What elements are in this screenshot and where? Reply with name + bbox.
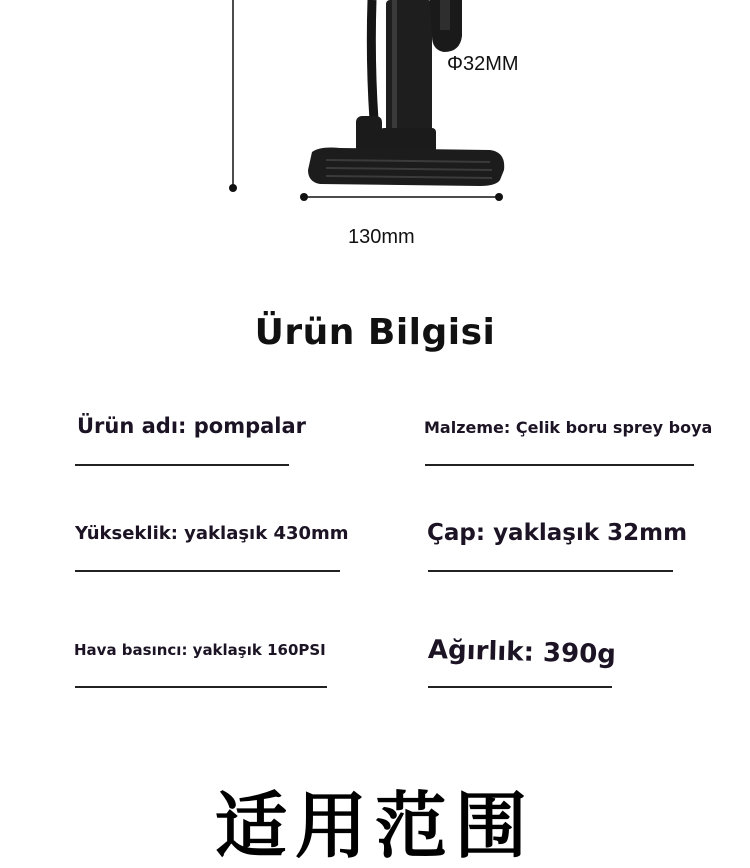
- spec-height: Yükseklik: yaklaşık 430mm: [75, 523, 349, 544]
- pump-hose: [371, 0, 374, 120]
- spec-underline: [428, 570, 673, 572]
- spec-underline: [428, 686, 612, 688]
- spec-underline: [75, 686, 327, 688]
- section-title: Ürün Bilgisi: [254, 312, 496, 353]
- width-dimension-label: 130mm: [348, 226, 415, 248]
- spec-product-name: Ürün adı: pompalar: [77, 414, 307, 438]
- diameter-dimension-label: Φ32MM: [447, 53, 519, 75]
- usage-scope-heading: 适用范围: [214, 784, 535, 868]
- spec-air-pressure: Hava basıncı: yaklaşık 160PSI: [74, 641, 326, 659]
- spec-weight: Ağırlık: 390g: [427, 635, 617, 670]
- height-dimension-dot: [229, 184, 237, 192]
- spec-diameter: Çap: yaklaşık 32mm: [427, 520, 688, 546]
- pump-foot-base: [308, 148, 504, 187]
- width-dimension-dot-left: [300, 193, 308, 201]
- spec-underline: [75, 464, 289, 466]
- width-dimension-dot-right: [495, 193, 503, 201]
- spec-underline: [425, 464, 694, 466]
- spec-material: Malzeme: Çelik boru sprey boya: [424, 418, 713, 437]
- spec-underline: [75, 570, 340, 572]
